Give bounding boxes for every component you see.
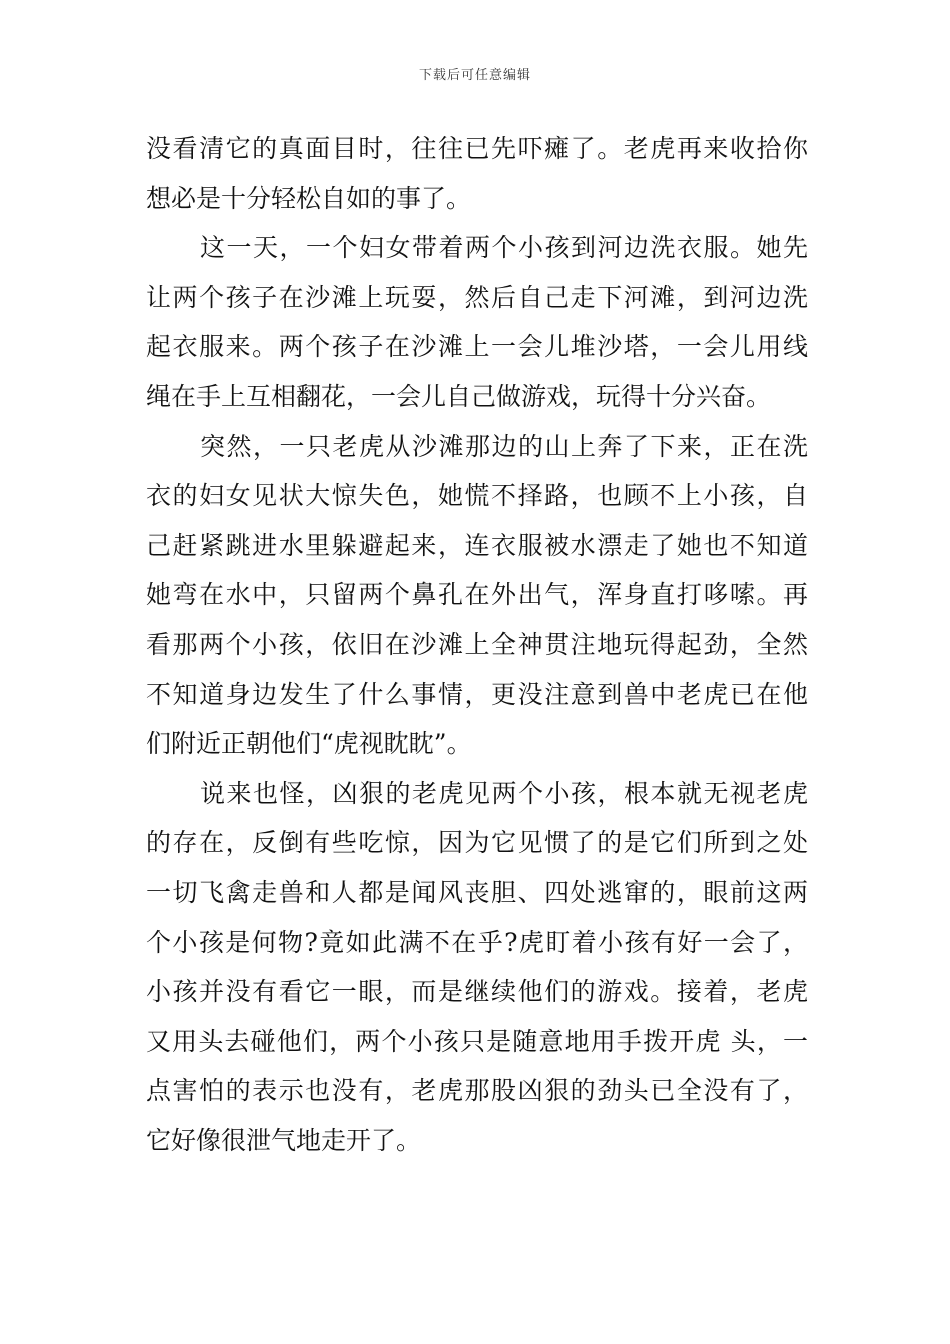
text-line: 己赶紧跳进水里躲避起来，连衣服被水漂走了她也不知道	[146, 530, 808, 560]
text-line: 又用头去碰他们，两个小孩只是随意地用手拨开虎 头，一	[146, 1026, 808, 1056]
text-line: 们附近正朝他们“虎视眈眈”。	[146, 729, 472, 759]
paragraph	[146, 124, 808, 223]
text-line: 让两个孩子在沙滩上玩耍，然后自己走下河滩，到河边洗	[146, 282, 808, 312]
text-line: 看那两个小孩，依旧在沙滩上全神贯注地玩得起劲，全然	[146, 629, 808, 659]
text-line: 起衣服来。两个孩子在沙滩上一会儿堆沙塔，一会儿用线	[146, 332, 808, 362]
text-line: 的存在，反倒有些吃惊，因为它见惯了的是它们所到之处	[146, 828, 808, 858]
document-body	[146, 124, 808, 1165]
text-line: 她弯在水中，只留两个鼻孔在外出气，浑身直打哆嗦。再	[146, 580, 808, 610]
text-line: 小孩并没有看它一眼，而是继续他们的游戏。接着，老虎	[146, 977, 808, 1007]
text-line: 没看清它的真面目时，往往已先吓瘫了。老虎再来收拾你	[146, 134, 808, 163]
paragraph	[146, 769, 808, 1166]
text-line: 它好像很泄气地走开了。	[146, 1125, 422, 1155]
text-line: 说来也怪，凶狠的老虎见两个小孩，根本就无视老虎	[200, 778, 808, 808]
text-line: 点害怕的表示也没有，老虎那股凶狠的劲头已全没有了，	[146, 1076, 808, 1106]
text-line: 不知道身边发生了什么事情，更没注意到兽中老虎已在他	[146, 679, 808, 709]
text-line: 这一天，一个妇女带着两个小孩到河边洗衣服。她先	[200, 233, 808, 263]
text-line: 个小孩是何物?竟如此满不在乎?虎盯着小孩有好一会了，	[146, 927, 808, 957]
text-line: 绳在手上互相翻花，一会儿自己做游戏，玩得十分兴奋。	[146, 381, 772, 411]
page-header: 下载后可任意编辑	[418, 68, 531, 83]
text-line: 一切飞禽走兽和人都是闻风丧胆、四处逃窜的，眼前这两	[146, 877, 808, 907]
text-line: 衣的妇女见状大惊失色，她慌不择路，也顾不上小孩，自	[146, 481, 808, 511]
paragraph	[146, 223, 808, 421]
text-line: 突然，一只老虎从沙滩那边的山上奔了下来，正在洗	[200, 431, 808, 461]
paragraph	[146, 422, 808, 769]
text-line: 想必是十分轻松自如的事了。	[146, 183, 472, 213]
